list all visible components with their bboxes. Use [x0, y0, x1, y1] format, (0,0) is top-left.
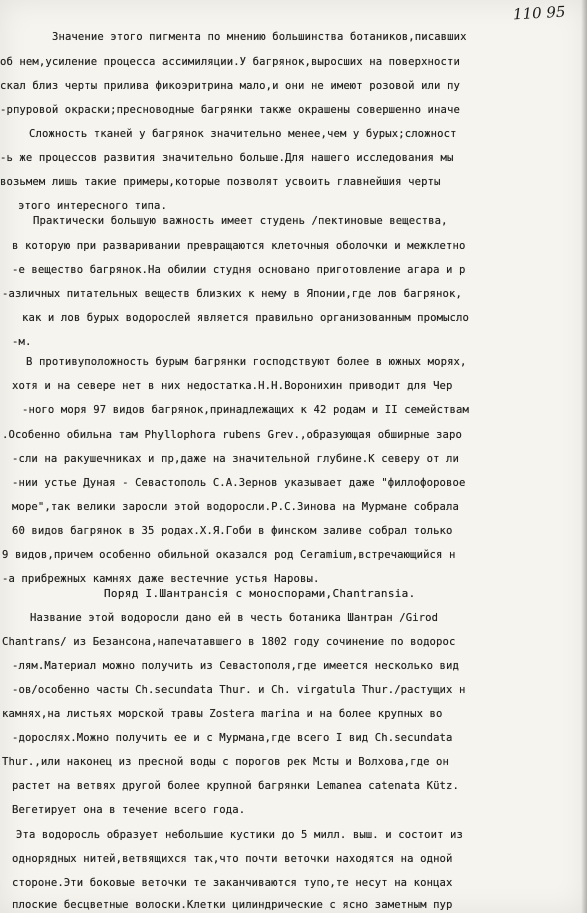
text-line: стороне.Эти боковые веточки те заканчиваются тупо,те несут на концах	[12, 877, 453, 889]
text-line: Chantrans/ из Безансона,напечатавшего в 1802 году сочинение по водорос	[2, 636, 456, 648]
text-line: -ного моря 97 видов багрянок,принадлежащих к 42 родам и II семействам	[22, 404, 469, 416]
text-line: Эта водоросль образует небольшие кустики до 5 милл. выш. и состоит из	[16, 829, 463, 841]
text-line: -ов/особенно часты Ch.secundata Thur. и Ch. virgatula Thur./растущих н	[12, 684, 466, 696]
text-line: Значение этого пигмента по мнению большинства ботаников,писавших	[52, 31, 467, 43]
text-line: растет на ветвях другой более крупной багрянки Lemanea catenata Kütz.	[12, 780, 459, 792]
section-heading: Поряд I.Шантрансія с моноспорами,Chantransia.	[104, 587, 416, 600]
text-line: плоские бесцветные волоски.Клетки цилиндрические с ясно заметным пур	[12, 899, 453, 911]
text-line: возьмем лишь такие примеры,которые позволят усвоить главнейшия черты	[0, 176, 441, 188]
text-line: хотя и на севере нет в них недостатка.Н.Н.Воронихин приводит для Чер	[12, 380, 453, 392]
text-line: Название этой водоросли дано ей в честь ботаника Шантран /Girod	[30, 612, 439, 624]
text-line: -м.	[12, 336, 32, 348]
text-line: камнях,на листьях морской травы Zostera marina и на более крупных во	[2, 708, 443, 720]
text-line: -азличных питательных веществ близких к нему в Японии,где лов багрянок,	[2, 288, 462, 300]
text-line: -ь же процессов развития значительно больше.Для нашего исследования мы	[0, 152, 454, 164]
text-line: Практически большую важность имеет студень /пектиновые вещества,	[33, 215, 448, 227]
text-line: -лям.Материал можно получить из Севастополя,где имеется несколько вид	[12, 660, 459, 672]
text-line: 9 видов,причем особенно обильной оказался род Ceramium,встречающийся н	[2, 549, 456, 561]
text-line: Thur.,или наконец из пресной воды с порогов рек Мсты и Волхова,где он	[2, 756, 449, 768]
text-line: однорядных нитей,ветвящихся так,что почти веточки находятся на одной	[12, 853, 453, 865]
text-line: об нем,усиление процесса ассимиляции.У багрянок,выросших на поверхности	[0, 56, 460, 68]
text-line: Сложность тканей у багрянок значительно менее,чем у бурых;сложност	[29, 128, 457, 140]
text-line: Вегетирует она в течение всего года.	[12, 804, 246, 816]
text-line: море",так велики заросли этой водоросли.Р.С.Зинова на Мурмане собрала	[12, 501, 459, 513]
text-line: -сли на ракушечниках и пр,даже на значительной глубине.К северу от ли	[12, 453, 459, 465]
text-line: 60 видов багрянок в 35 родах.Х.Я.Гоби в финском заливе собрал только	[12, 525, 453, 537]
text-line: -нии устье Дуная - Севастополь С.А.Зернов указывает даже "филлофоровое	[12, 477, 466, 489]
text-line: В противуположность бурым багрянки господствуют более в южных морях,	[26, 356, 467, 368]
text-line: -а прибрежных камнях даже вестечние устья Наровы.	[2, 573, 320, 585]
page-number: 110 95	[512, 2, 566, 24]
text-line: -рпуровой окраски;пресноводные багрянки также окрашены совершенно иначе	[0, 104, 460, 116]
text-line: как и лов бурых водорослей является правильно организованным промысло	[22, 312, 469, 324]
page-edge-shadow	[581, 0, 587, 913]
text-line: в которую при разваривании превращаются клеточныя оболочки и межклетно	[12, 240, 466, 252]
text-line: скал близ черты прилива фикоэритрина мало,и они не имеют розовой или пу	[0, 80, 460, 92]
text-line: -е вещество багрянок.На обилии студня основано приготовление агара и р	[12, 264, 466, 276]
text-line: .Особенно обильна там Phyllophora rubens Grev.,образующая обширные заро	[2, 429, 462, 441]
text-line: этого интересного типа.	[18, 200, 167, 212]
text-line: -дорослях.Можно получить ее и с Мурмана,где всего I вид Ch.secundata	[12, 732, 453, 744]
